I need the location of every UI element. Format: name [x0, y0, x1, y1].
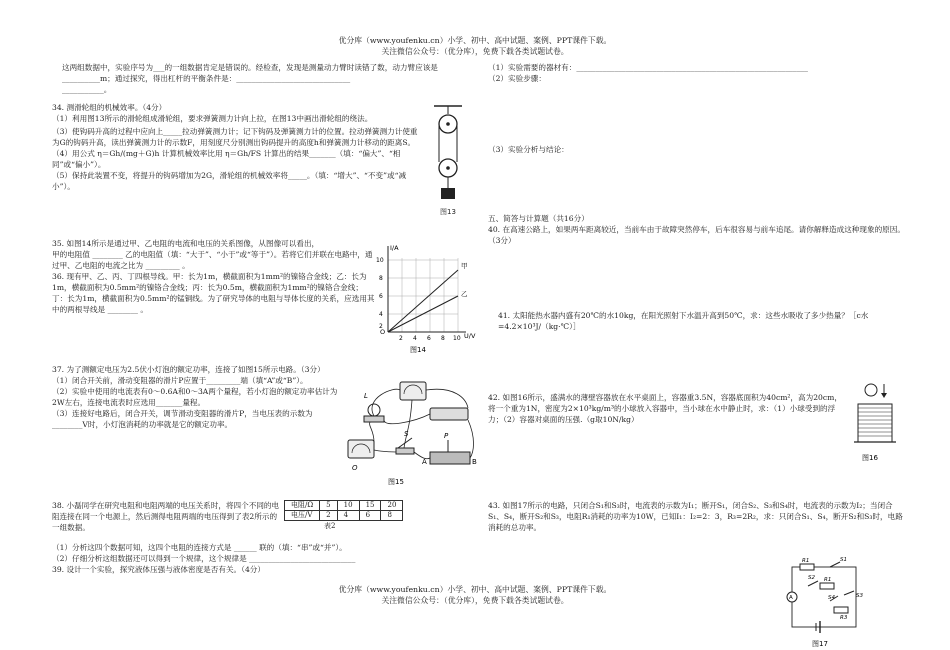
- battery: [430, 408, 468, 420]
- table-cell: 4: [337, 511, 359, 521]
- lever-paragraph-end: ___________。: [62, 85, 112, 94]
- q37-text: 37. 为了测额定电压为2.5伏小灯泡的额定功率，连接了如图15所示电路。（3分）: [52, 365, 325, 374]
- table-2-grid: [284, 500, 403, 521]
- ball: [865, 384, 877, 396]
- x-axis-label: U/V: [464, 332, 476, 340]
- q34-part-5: （5）保持此装置不变，将提升的钩码增加为2G，滑轮组的机械效率将_____。（填：“增大”、“不变”或“减小”）。: [52, 171, 407, 191]
- label-R3: R3: [840, 615, 848, 621]
- header-line-1: 优分库（www.youfenku.cn）小学、初中、高中试题、案例、PPT课件下载。: [338, 36, 612, 45]
- bulb: [368, 404, 380, 416]
- table-cell: 5: [320, 501, 337, 511]
- label-S3: S3: [856, 593, 863, 599]
- q35-text-b: 甲的电阻值 ________ 乙的电阻值（填：“大于”、“小于”或“等于”）。若将它们并联在电路中，通过甲、乙电阻的电流之比为 _________ 。: [52, 250, 373, 270]
- question-41: [498, 310, 898, 332]
- section-5-title: 五、简答与计算题（共16分）: [488, 214, 589, 223]
- q39-analysis: （3）实验分析与结论：: [488, 145, 569, 154]
- table-cell: 2: [320, 511, 337, 521]
- figure-14-caption: 图14: [410, 346, 426, 354]
- figure-14-graph: [374, 238, 478, 356]
- voltmeter: [348, 440, 374, 458]
- label-O: O: [352, 464, 358, 472]
- x-tick: 8: [441, 335, 445, 342]
- rheostat: [430, 452, 470, 464]
- figure-16-caption: 图16: [862, 454, 878, 462]
- footer-line-1: 优分库（www.youfenku.cn）小学、初中、高中试题、案例、PPT课件下载。: [338, 585, 612, 594]
- q43-text: 43. 如图17所示的电路，只闭合S₁和S₃时，电流表的示数为I₁；断开S₁，闭合S₂、S₃和S₄时，电流表的示数为I₂；当闭合S₁、S₄，断开S₂和S₃，电阻R₁消耗的功率为10W，已知I₁：I₂=2：3，R₃=2R₂，求：只闭合S₁、S₄，断开S₂和S₃时，电路消耗的总功率。: [488, 501, 903, 532]
- left-column: [52, 62, 470, 95]
- label-P: P: [444, 432, 449, 440]
- figure-15-caption: 图15: [388, 478, 404, 486]
- figure-13-pulley: [428, 100, 468, 222]
- label-S2: S2: [808, 575, 815, 581]
- question-37: [52, 364, 342, 430]
- q37-part-1: （1）闭合开关前，滑动变阻器的滑片P应置于_________端（填“A”或“B”）。: [52, 376, 308, 385]
- q37-part-3: （3）连接好电路后，闭合开关，调节滑动变阻器的滑片P，当电压表的示数为________V时，小灯泡消耗的功率就是它的额定功率。: [52, 409, 313, 429]
- table-cell: 电阻/Ω: [285, 501, 320, 511]
- resistor-r1: [800, 564, 814, 570]
- figure-16-container: [852, 380, 900, 464]
- q37-part-2: （2）实验中使用的电流表有0～0.6A和0～3A两个量程，若小灯泡的额定功率估计为2W左右，连接电流表时应选用_______量程。: [52, 387, 338, 407]
- table-cell: 6: [359, 511, 381, 521]
- figure-13-caption: 图13: [440, 208, 456, 216]
- x-tick: 2: [399, 335, 403, 342]
- table-2: [284, 500, 403, 531]
- q34-title: 34. 测滑轮组的机械效率。（4分）: [52, 103, 167, 112]
- figure-17-caption: 图17: [812, 640, 828, 648]
- label-S1: S1: [840, 557, 847, 563]
- table-cell: 10: [337, 501, 359, 511]
- y-tick: 10: [376, 257, 384, 264]
- label-L: L: [364, 392, 368, 400]
- y-axis-label: I/A: [390, 244, 399, 252]
- question-35: [52, 238, 378, 315]
- q34-part-4: （4）用公式 η＝Gh/(mg＋G)h 计算机械效率比用 η＝Gh/FS 计算出的结果_______（填：“偏大”、“相同”或“偏小”）。: [52, 149, 401, 169]
- q39-materials: （1）实验需要的器材有：_____________________________________________________________: [488, 63, 808, 72]
- q39-analysis-block: [488, 144, 908, 155]
- footer-line-2: 关注微信公众号：（优分库），免费下载各类试题试卷。: [381, 595, 569, 605]
- page-footer: [0, 585, 950, 606]
- question-43: [488, 500, 908, 533]
- header-line-2: 关注微信公众号：（优分库），免费下载各类试题试卷。: [381, 46, 569, 56]
- x-tick: 4: [413, 335, 417, 342]
- q41-text: 41. 太阳能热水器内盛有20℃的水10kg，在阳光照射下水温升高到50℃，求：这些水吸收了多少热量？［c水=4.2×10³J/（kg·℃）］: [498, 311, 869, 331]
- origin-label: O: [380, 328, 386, 336]
- q40-text: 40. 在高速公路上，如果两车距离较近，当前车由于故障突然停车，后车很容易与前车追尾。请你解释造成这种现象的原因。（3分）: [488, 225, 905, 245]
- y-tick: 2: [379, 323, 383, 330]
- table-row: [285, 501, 403, 511]
- question-42: [488, 392, 848, 425]
- y-tick: 8: [379, 275, 383, 282]
- q34-part-3: （3）使钩码升高的过程中应向上_____拉动弹簧测力计；记下钩码及弹簧测力计的位置。拉动弹簧测力计使重为G的钩码升高，读出弹簧测力计的示数F，用刻度尺分别测出钩码提升的高度h和弹簧测力计移动的距离S。: [52, 127, 418, 147]
- q38-part-2: （2）仔细分析这组数据还可以得到一个规律，这个规律是 ____________________________: [52, 554, 356, 563]
- label-S4: S4: [828, 595, 835, 601]
- table-cell: 20: [381, 501, 403, 511]
- weight-block: [441, 188, 455, 199]
- series-yi-label: 乙: [461, 290, 468, 298]
- q38-text: 38. 小磊同学在研究电阻和电阻两端的电压关系时，将四个不同的电阻连接在同一个电源上，然后测得电阻两端的电压得到了表2所示的一组数据。: [52, 501, 280, 532]
- table-cell: 8: [381, 511, 403, 521]
- question-38: [52, 500, 284, 533]
- question-34: [52, 102, 422, 192]
- label-ammeter: A: [789, 595, 793, 601]
- q39-text: 39. 设计一个实验，探究液体压强与液体密度是否有关。（4分）: [52, 565, 265, 574]
- label-R1-b: R1: [824, 577, 832, 583]
- q38-part-1: （1）分析这四个数据可知，这四个电阻的连接方式是 ______ 联的（填：“串”或“并”）。: [52, 543, 347, 552]
- label-S: S: [404, 430, 409, 438]
- y-tick: 6: [379, 293, 383, 300]
- table-cell: 电压/V: [285, 511, 320, 521]
- right-column-top: [488, 62, 908, 84]
- table-2-caption: 表2: [324, 522, 336, 530]
- page-header: [0, 36, 950, 57]
- section-5: [488, 213, 908, 246]
- q34-part-1: （1）利用图13所示的滑轮组成滑轮组，要求弹簧测力计向上拉，在图13中画出滑轮组的绕法。: [52, 114, 373, 123]
- series-jia-label: 甲: [461, 262, 468, 270]
- q39-steps: （2）实验步骤：: [488, 74, 546, 83]
- table-row: [285, 511, 403, 521]
- label-B: B: [472, 458, 477, 466]
- figure-15-circuit: [344, 378, 478, 488]
- x-tick: 6: [427, 335, 431, 342]
- label-A: A: [422, 458, 427, 466]
- resistor-r3: [834, 607, 848, 613]
- q35-text: 35. 如图14所示是通过甲、乙电阻的电流和电压的关系图像，从图像可以看出，: [52, 239, 320, 248]
- x-tick: 10: [453, 335, 461, 342]
- question-38-parts: [52, 542, 470, 575]
- y-tick: 4: [379, 311, 383, 318]
- label-R1: R1: [802, 558, 810, 564]
- table-cell: 15: [359, 501, 381, 511]
- lever-paragraph: 这两组数据中，实验序号为___的一组数据肯定是错误的。经检查，发现是测量动力臂时读错了数，动力臂应该是__________m；通过探究，得出杠杆的平衡条件是：______________________________: [62, 63, 438, 83]
- q42-text: 42. 如图16所示，盛满水的薄壁容器放在水平桌面上，容器重3.5N，容器底面积为40cm²，高为20cm，将一个重为1N，密度为2×10³kg/m³的小球放入容器中，当小球在水中静止时，求：（1）小球受到的浮力；（2）容器对桌面的压强.（g取10N/kg）: [488, 393, 842, 424]
- switch: [396, 448, 414, 454]
- q36-text: 36. 现有甲、乙、丙、丁四根导线。甲：长为1m，横截面积为1mm²的镍铬合金线；乙：长为1m，横截面积为0.5mm²的镍铬合金线；丙：长为0.5m，横截面积为1mm²的镍铬合金线；丁：长为1m，横截面积为0.5mm²的锰铜线。为了研究导体的电阻与导体长度的关系，应选用其中的两根导线是 ________ 。: [52, 272, 375, 314]
